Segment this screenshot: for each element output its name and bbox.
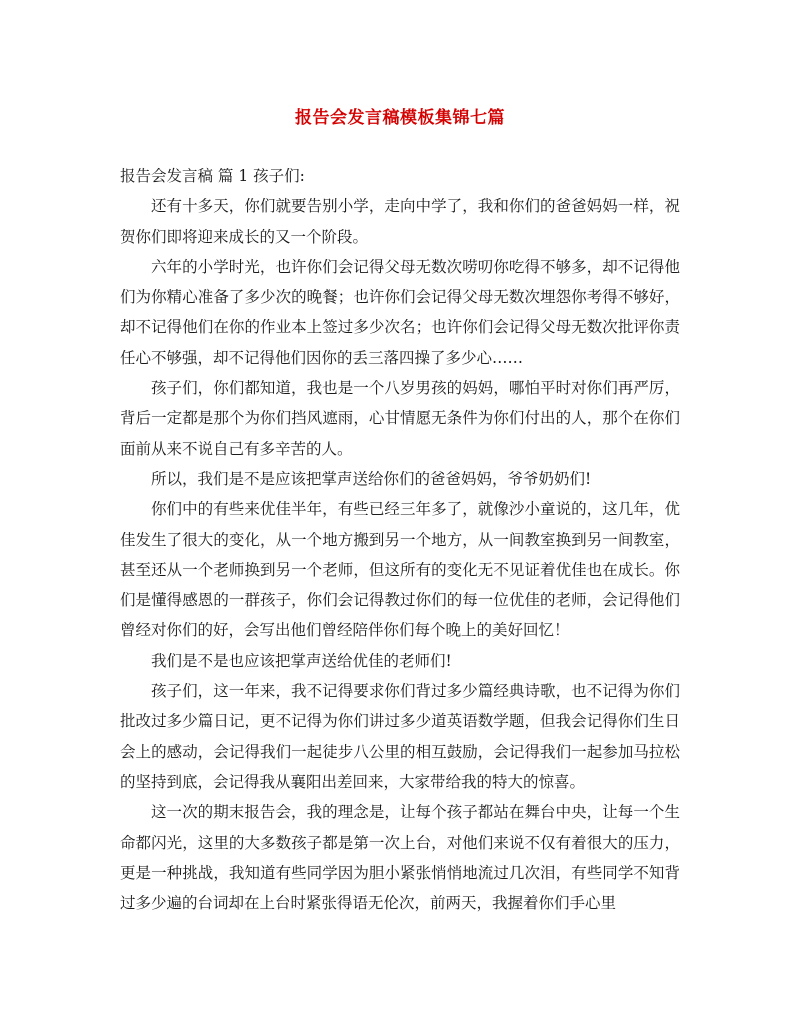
paragraph-3: 孩子们，你们都知道，我也是一个八岁男孩的妈妈，哪怕平时对你们再严厉，背后一定都是那个为你们挡风遮雨，心甘情愿无条件为你们付出的人，那个在你们面前从来不说自己有多辛苦的人。 <box>120 379 680 458</box>
document-body <box>120 161 680 918</box>
paragraph-5: 你们中的有些来优佳半年，有些已经三年多了，就像沙小童说的，这几年，优佳发生了很大的变化，从一个地方搬到另一个地方，从一间教室换到另一间教室，甚至还从一个老师换到另一个老师，但这所有的变化无不见证着优佳也在成长。你们是懂得感恩的一群孩子，你们会记得教过你们的每一位优佳的老师，会记得他们曾经对你们的好，会写出他们曾经陪伴你们每个晚上的美好回忆！ <box>120 500 680 640</box>
paragraph-1: 还有十多天，你们就要告别小学，走向中学了，我和你们的爸爸妈妈一样，祝贺你们即将迎来成长的又一个阶段。 <box>120 197 680 246</box>
paragraph-2: 六年的小学时光，也许你们会记得父母无数次唠叨你吃得不够多，却不记得他们为你精心准备了多少次的晚餐；也许你们会记得父母无数次埋怨你考得不够好，却不记得他们在你的作业本上签过多少次名；也许你们会记得父母无数次批评你责任心不够强，却不记得他们因你的丢三落四操了多少心…… <box>120 257 680 367</box>
paragraph-7: 孩子们，这一年来，我不记得要求你们背过多少篇经典诗歌，也不记得为你们批改过多少篇日记，更不记得为你们讲过多少道英语数学题，但我会记得你们生日会上的感动，会记得我们一起徒步八公里的相互鼓励，会记得我们一起参加马拉松的坚持到底，会记得我从襄阳出差回来，大家带给我的特大的惊喜。 <box>120 682 680 791</box>
document-title: 报告会发言稿模板集锦七篇 <box>295 108 505 128</box>
paragraph-6: 我们是不是也应该把掌声送给优佳的老师们! <box>151 651 452 670</box>
intro-line: 报告会发言稿 篇 1 孩子们: <box>120 167 305 185</box>
paragraph-8: 这一次的期末报告会，我的理念是，让每个孩子都站在舞台中央，让每一个生命都闪光，这里的大多数孩子都是第一次上台，对他们来说不仅有着很大的压力，更是一种挑战，我知道有些同学因为胆小紧张悄悄地流过几次泪，有些同学不知背过多少遍的台词却在上台时紧张得语无伦次，前两天，我握着你们手心里 <box>120 803 680 913</box>
paragraph-4: 所以，我们是不是应该把掌声送给你们的爸爸妈妈，爷爷奶奶们! <box>151 469 592 488</box>
